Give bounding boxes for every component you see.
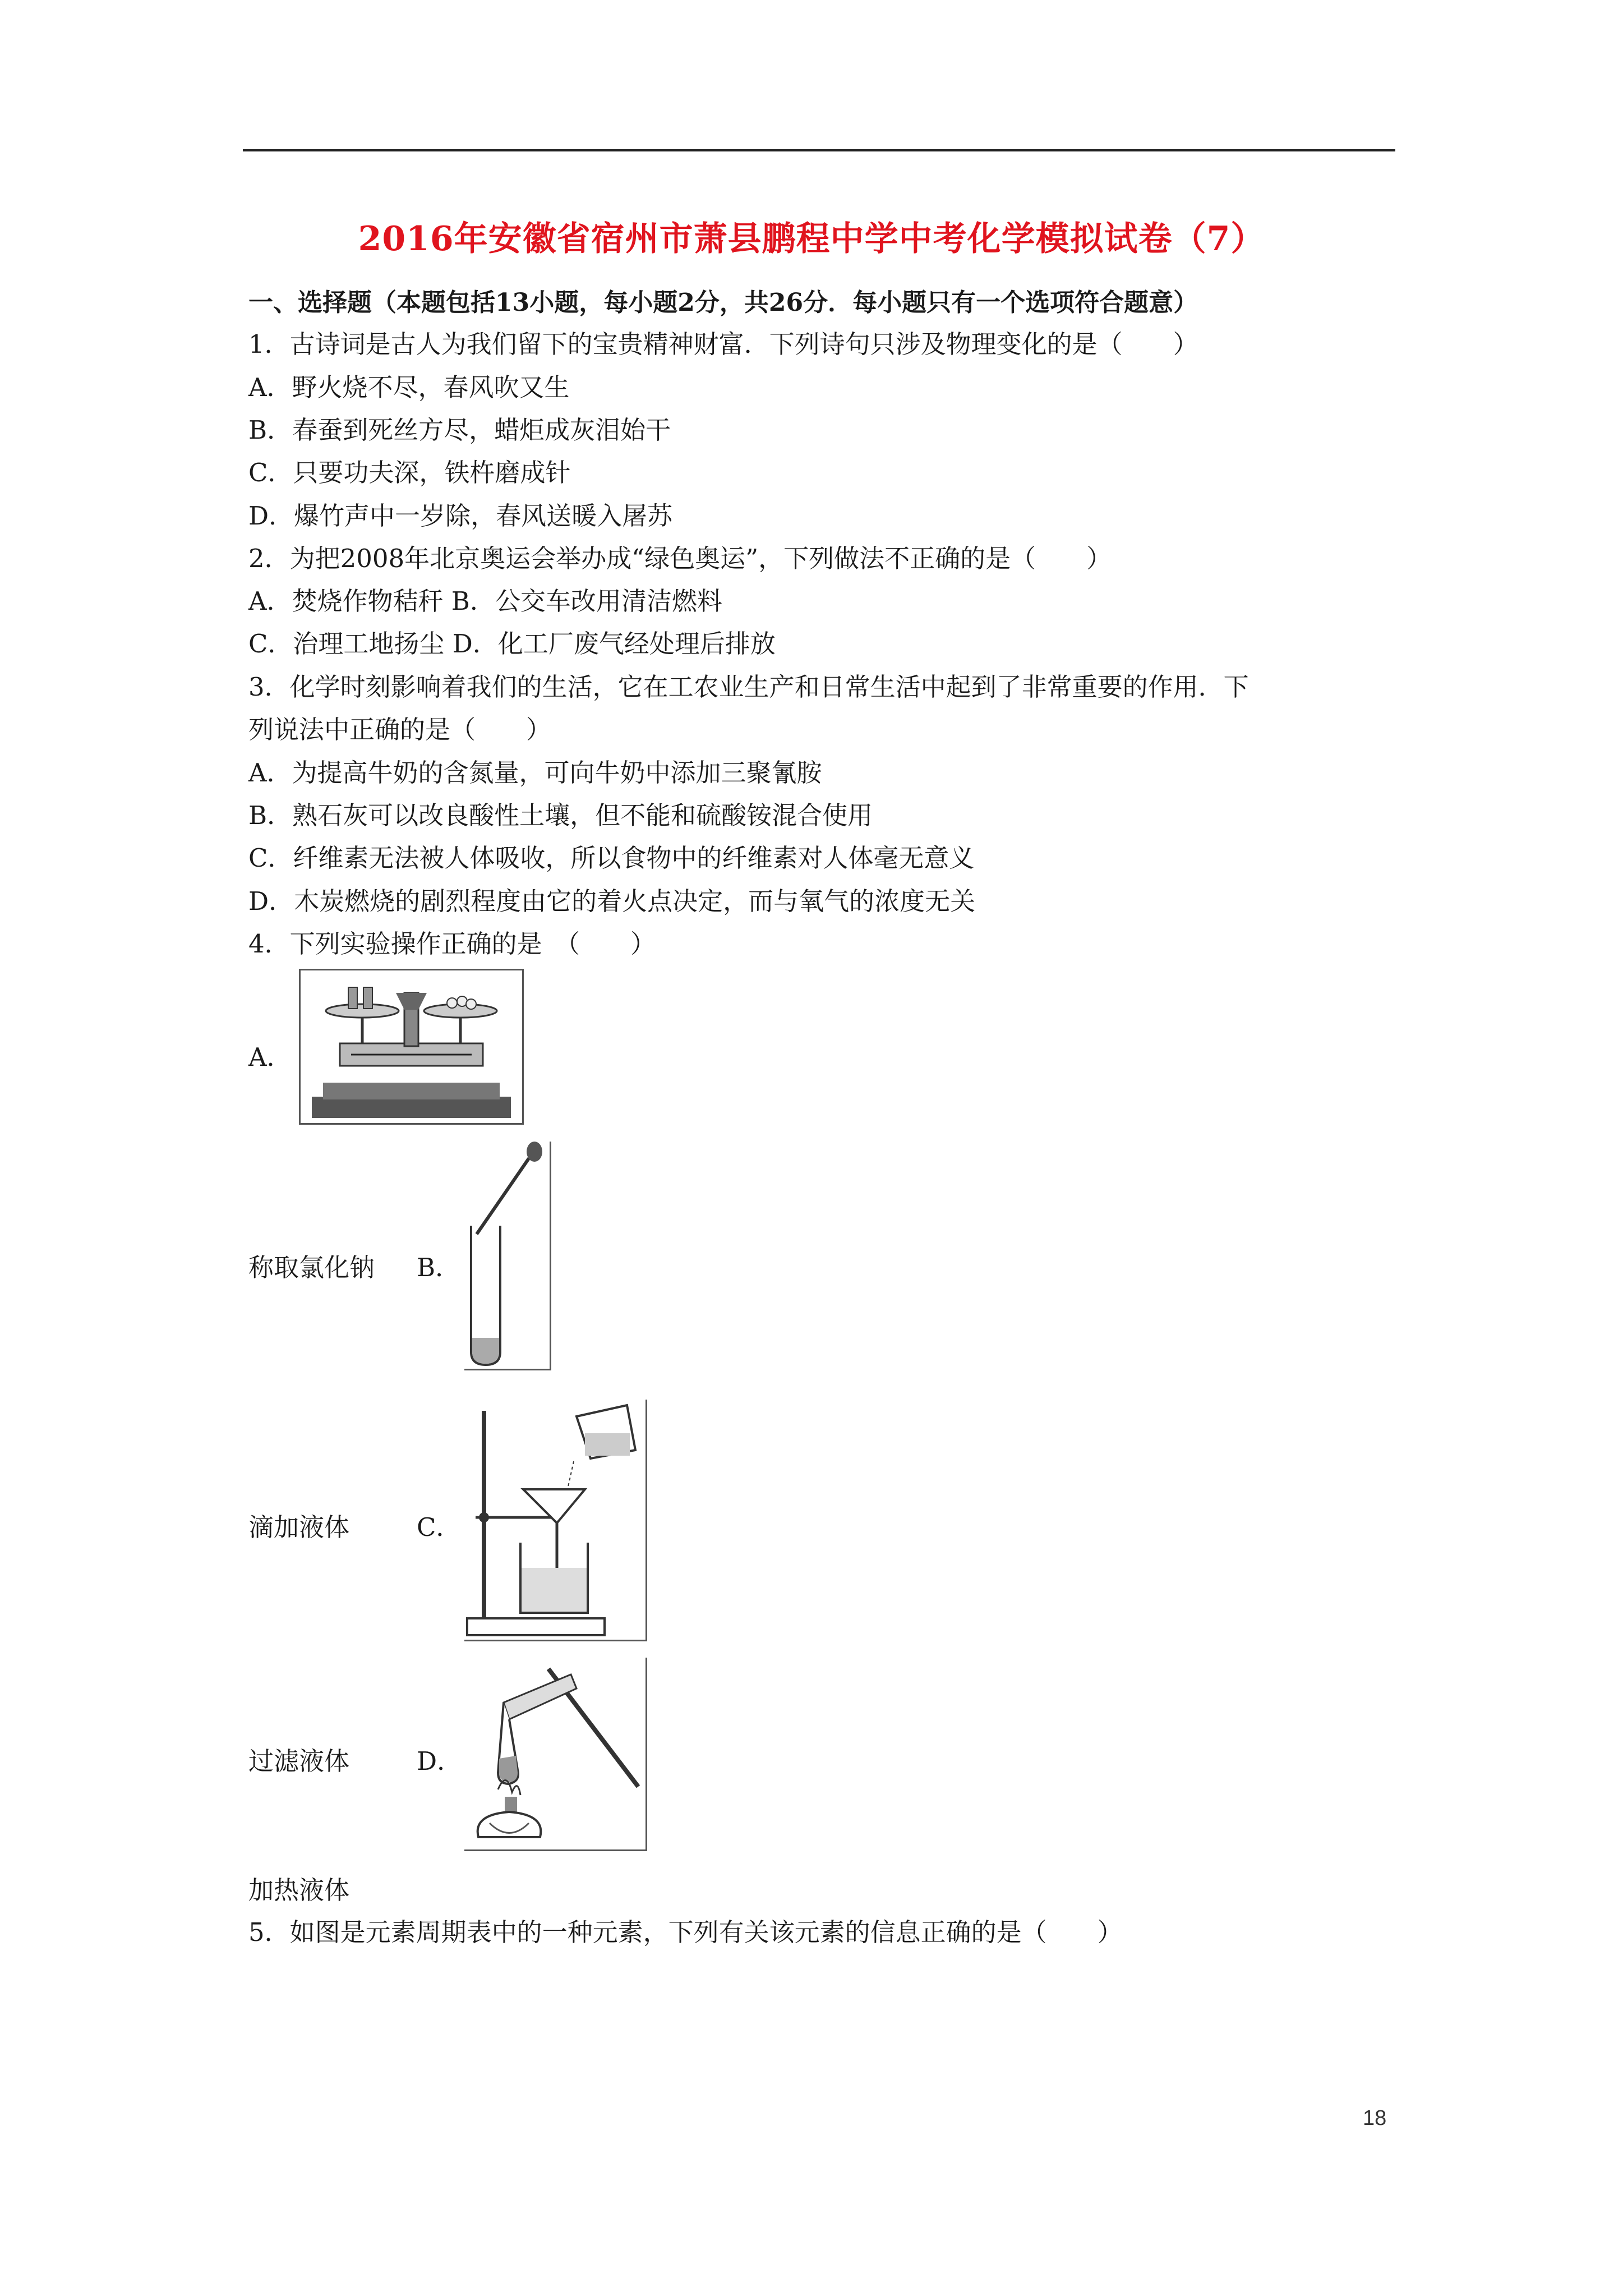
dropper-figure [464, 1142, 551, 1370]
q1-option-a: A．野火烧不尽，春风吹又生 [248, 372, 570, 402]
q2-stem: 2．为把2008年北京奥运会举办成“绿色奥运”，下列做法不正确的是（ ） [248, 544, 1112, 573]
q1-option-c: C．只要功夫深，铁杵磨成针 [248, 458, 571, 487]
section-heading: 一、选择题（本题包括13小题，每小题2分，共26分．每小题只有一个选项符合题意） [248, 288, 1198, 317]
balance-icon [301, 970, 522, 1123]
balance-figure [299, 969, 524, 1125]
q4-option-c-caption: 过滤液体 [248, 1746, 350, 1776]
dropper-icon [464, 1142, 550, 1369]
q3-stem-line2: 列说法中正确的是（ ） [248, 715, 552, 744]
header-rule [243, 149, 1395, 151]
q4-option-b-caption: 滴加液体 [248, 1512, 350, 1542]
page-title: 2016年安徽省宿州市萧县鹏程中学中考化学模拟试卷（7） [358, 219, 1265, 259]
q2-option-ab: A．焚烧作物秸秆 B．公交车改用清洁燃料 [248, 586, 722, 616]
q3-option-c: C．纤维素无法被人体吸收，所以食物中的纤维素对人体毫无意义 [248, 843, 975, 873]
q4-stem: 4．下列实验操作正确的是 （ ） [248, 929, 656, 959]
heating-icon [464, 1658, 645, 1849]
q2-option-cd: C．治理工地扬尘 D．化工厂废气经处理后排放 [248, 629, 776, 659]
q3-stem-line1: 3．化学时刻影响着我们的生活，它在工农业生产和日常生活中起到了非常重要的作用．下 [248, 672, 1249, 702]
q4-option-b-label: B． [417, 1253, 461, 1282]
page-number: 18 [1363, 2106, 1387, 2130]
q1-option-b: B．春蚕到死丝方尽，蜡炬成灰泪始干 [248, 415, 671, 445]
q4-option-c-label: C． [417, 1512, 462, 1542]
q4-option-a-label: A． [248, 1042, 292, 1072]
q1-option-d: D．爆竹声中一岁除，春风送暖入屠苏 [248, 501, 673, 531]
q3-option-a: A．为提高牛奶的含氮量，可向牛奶中添加三聚氰胺 [248, 758, 822, 788]
q3-option-d: D．木炭燃烧的剧烈程度由它的着火点决定，而与氧气的浓度无关 [248, 886, 976, 916]
filtration-figure [464, 1400, 647, 1641]
q4-option-a-caption: 称取氯化钠 [248, 1253, 375, 1282]
q4-option-d-label: D． [417, 1746, 463, 1776]
heating-figure [464, 1658, 647, 1851]
q4-option-d-caption: 加热液体 [248, 1875, 350, 1905]
q5-stem: 5．如图是元素周期表中的一种元素，下列有关该元素的信息正确的是（ ） [248, 1917, 1123, 1947]
q1-stem: 1．古诗词是古人为我们留下的宝贵精神财富．下列诗句只涉及物理变化的是（ ） [248, 329, 1198, 359]
filtration-icon [464, 1400, 645, 1640]
q3-option-b: B．熟石灰可以改良酸性土壤，但不能和硫酸铵混合使用 [248, 800, 873, 830]
